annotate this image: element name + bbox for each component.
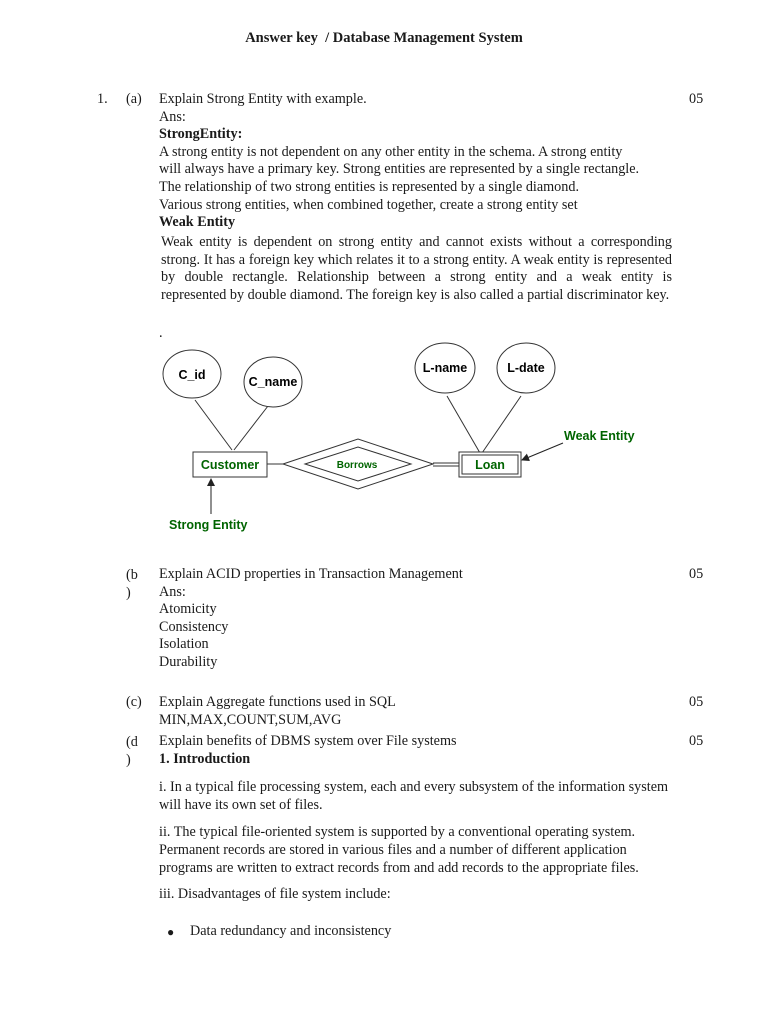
question-a-block — [159, 91, 672, 232]
weak-entity-arrow — [522, 443, 563, 460]
stray-dot: . — [159, 325, 163, 341]
subquestion-label-a: (a) — [126, 91, 142, 107]
connector-line — [482, 396, 521, 453]
question-b-block — [159, 566, 672, 672]
marks-c: 05 — [689, 694, 704, 710]
acid-item: Durability — [159, 653, 218, 670]
answer-label-b: Ans: — [159, 583, 186, 600]
question-d-block — [159, 733, 672, 768]
page-title: Answer key / Database Management System — [245, 30, 523, 46]
subquestion-label-d — [126, 733, 138, 769]
label-d-part: ) — [126, 752, 131, 768]
question-a-text: Explain Strong Entity with example. — [159, 91, 367, 107]
bullet-item: Data redundancy and inconsistency — [190, 923, 392, 939]
acid-item: Atomicity — [159, 601, 217, 618]
paragraph-iii: iii. Disadvantages of file system include: — [159, 886, 391, 902]
er-diagram — [150, 338, 650, 538]
answer-label-a: Ans: — [159, 108, 186, 125]
strong-entity-line: The relationship of two strong entities is represented by a single diamond. — [159, 178, 580, 195]
acid-item: Isolation — [159, 636, 209, 653]
answer-c-text: MIN,MAX,COUNT,SUM,AVG — [159, 711, 342, 728]
label-d-part: (d — [126, 734, 138, 750]
connector-line — [447, 396, 480, 453]
strong-entity-heading: StrongEntity: — [159, 126, 243, 143]
strong-entity-line: Various strong entities, when combined together, create a strong entity set — [159, 196, 578, 213]
question-d-text: Explain benefits of DBMS system over File systems — [159, 733, 457, 749]
marks-d: 05 — [689, 733, 704, 749]
weak-entity-heading: Weak Entity — [159, 214, 236, 231]
subquestion-label-b — [126, 566, 138, 602]
weak-entity-paragraph: Weak entity is dependent on strong entity and cannot exists without a corresponding strong. It has a foreign key which relates it to a strong entity. A weak entity is represented by double rectangle. Relationship between a strong entity and a weak entity is represented by double diamond. The foreign key is also called a partial discriminator key. — [161, 234, 672, 303]
strong-entity-line: A strong entity is not dependent on any other entity in the schema. A strong entity — [159, 143, 623, 160]
subquestion-label-c: (c) — [126, 694, 142, 710]
strong-entity-callout: Strong Entity — [169, 518, 248, 532]
loan-entity-label: Loan — [475, 458, 505, 472]
question-b-text: Explain ACID properties in Transaction Management — [159, 566, 463, 582]
strong-entity-line: will always have a primary key. Strong entities are represented by a single rectangle. — [159, 161, 640, 178]
customer-entity-label: Customer — [200, 458, 260, 472]
weak-entity-callout: Weak Entity — [564, 429, 635, 443]
bullet-icon: ● — [167, 925, 175, 939]
connector-line — [234, 406, 268, 450]
paragraph-i: i. In a typical file processing system, each and every subsystem of the information system will have its own set of files. — [159, 779, 669, 813]
connector-line — [195, 400, 232, 450]
label-b-part: ) — [126, 585, 131, 601]
question-number: 1. — [97, 91, 108, 107]
introduction-heading: 1. Introduction — [159, 750, 251, 767]
attribute-lname-label: L-name — [422, 361, 468, 375]
question-c-text: Explain Aggregate functions used in SQL — [159, 694, 396, 710]
attribute-cid-label: C_id — [178, 368, 206, 382]
label-b-part: (b — [126, 567, 138, 583]
marks-a: 05 — [689, 91, 704, 107]
acid-item: Consistency — [159, 618, 229, 635]
attribute-cname-label: C_name — [248, 375, 298, 389]
relationship-label: Borrows — [336, 460, 378, 471]
question-c-block — [159, 694, 672, 729]
attribute-ldate-label: L-date — [507, 361, 545, 375]
marks-b: 05 — [689, 566, 704, 582]
paragraph-ii: ii. The typical file-oriented system is supported by a conventional operating system. Permanent records are stored in various files and a number of different application programs are written to extract records from and add records to the appropriate files. — [159, 824, 639, 876]
